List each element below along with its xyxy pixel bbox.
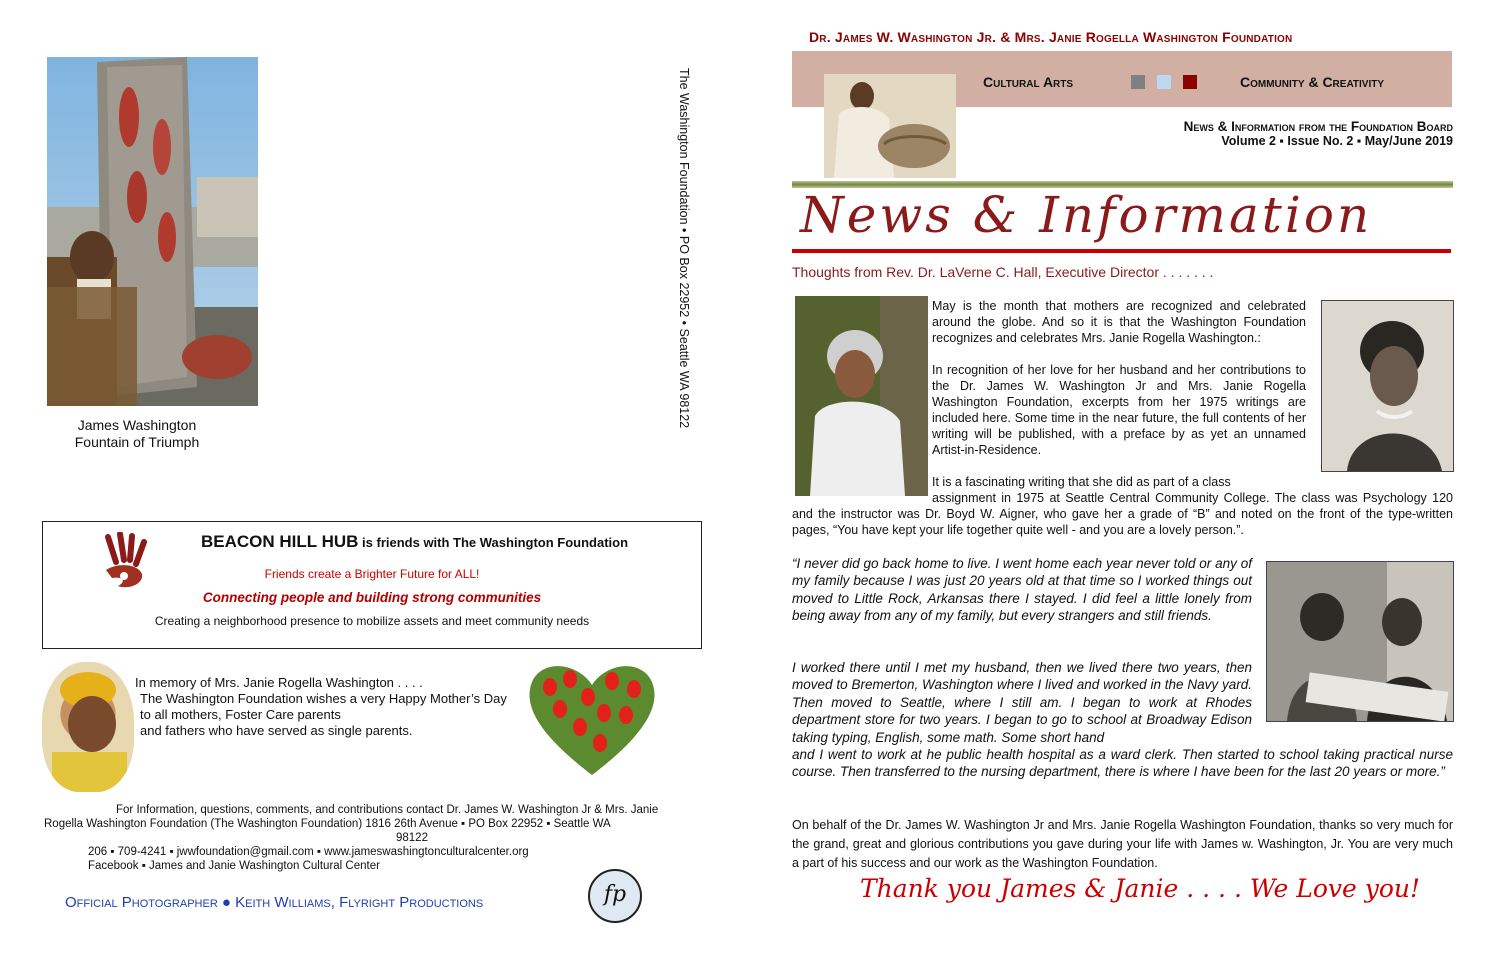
color-square-blue [1157,75,1171,89]
sculptor-photo [824,74,956,178]
news-information-title: News & Information [800,186,1373,244]
quote-paragraph-1: “I never did go back home to live. I went home each year never told or any of my family because I was just 20 years old at that time so I worked things out moved to Little Rock, Arkansas there I stayed. I did feel a little lonely from being away from any of my family, but every strangers and still friends. [792,556,1252,624]
tulips-image [522,657,662,777]
quote-paragraph-2b: and I went to work at he public health hospital as a ward clerk. Then started to school taking practical nurse course. Then transferred to the nursing department, there is where I have been for the last 20 years or more.” [792,747,1453,780]
contact-line-4: 206 ▪ 709-4241 ▪ jwwfoundation@gmail.com ▪ www.jameswashingtonculturalcenter.org [88,846,529,858]
fountain-photo [47,57,258,406]
couple-photo [1266,561,1454,722]
memory-line-3: to all mothers, Foster Care parents [140,707,341,722]
issue-info [1010,119,1453,148]
laverne-photo [795,296,928,496]
contact-block [44,803,708,873]
color-square-gray [1131,75,1145,89]
paragraph-1: May is the month that mothers are recognized and celebrated around the globe. And so it is that the Washington Foundation recognizes and celebrates Mrs. Janie Rogella Washington.: [932,299,1306,345]
hand-icon [98,532,156,592]
hub-title-suffix: is friends with The Washington Foundation [358,535,629,550]
paragraph-3a: It is a fascinating writing that she did as part of a class [932,475,1231,489]
thank-you-line: Thank you James & Janie . . . . We Love you! [860,874,1421,903]
caption-line-2: Fountain of Triumph [74,434,200,450]
memory-line-4: and fathers who have served as single parents. [140,723,413,738]
hub-line-1: Friends create a Brighter Future for ALL! [264,567,480,581]
caption-line-1: James Washington [77,417,197,433]
band-right-label: Community & Creativity [1240,74,1385,90]
quote-paragraph-2a: I worked there until I met my husband, then we lived there two years, then moved to Bremerton, Washington where I lived and worked in the Navy yard. Then moved to Seattle, where I still am. I began to work at Rhodes department store for two years. I began to go to school at Broadway Edison taking typing, English, some math. Some short hand [792,660,1252,745]
band-left-label: Cultural Arts [983,74,1074,90]
contact-line-5: Facebook ▪ James and Janie Washington Cultural Center [88,860,380,872]
contact-line-1: For Information, questions, comments, and contributions contact Dr. James W. Washington Jr & Mrs. Janie [116,804,659,816]
flyright-logo [588,869,642,923]
news-info-line: News & Information from the Foundation Board [1183,119,1453,134]
thoughts-heading: Thoughts from Rev. Dr. LaVerne C. Hall, Executive Director . . . . . . . [792,264,1214,280]
hub-title: BEACON HILL HUB [201,532,359,551]
paragraph-2: In recognition of her love for her husband and her contributions to the Dr. James W. Washington Jr and Mrs. Janie Rogella Washington Foundation, excerpts from her 1975 writings are included here. Some time in the near future, the full contents of her writing will be published, with a preface by as yet an unnamed Artist-in-Residence. [932,363,1306,457]
foundation-header: Dr. James W. Washington Jr. & Mrs. Janie Rogella Washington Foundation [809,29,1293,45]
closing-paragraph: On behalf of the Dr. James W. Washington Jr and Mrs. Janie Rogella Washington Foundation, thanks so very much for the grand, great and glorious contributions you gave during your life with James w. Washington, Jr. You are very much a part of his success and our work as the Washington Foundation. [792,818,1453,870]
memory-line-1: In memory of Mrs. Janie Rogella Washington . . . . [135,675,423,690]
contact-line-2: Rogella Washington Foundation (The Washington Foundation) 1816 26th Avenue ▪ PO Box 22952 ▪ Seattle WA [44,818,611,830]
logo-text: fp [603,882,627,907]
photo-caption [37,417,237,451]
color-square-red [1183,75,1197,89]
volume-line: Volume 2 ▪ Issue No. 2 ▪ May/June 2019 [1221,134,1453,148]
title-bottom-rule [792,249,1451,253]
memory-text [135,675,525,739]
janie-young-portrait [1321,300,1454,472]
hub-line-2: Connecting people and building strong communities [202,590,542,605]
paragraph-3b [792,490,1453,538]
contact-line-3: 98122 [396,832,428,844]
vertical-address: The Washington Foundation • PO Box 22952 • Seattle WA 98122 [677,68,691,429]
janie-portrait [42,662,134,792]
beacon-hill-hub-box [42,521,702,649]
paragraph-3b-text: assignment in 1975 at Seattle Central Community College. The class was Psychology 120 and the instructor was Dr. Boyd W. Aigner, who gave her a grade of “B” and noted on the front of the type-written pages, “You have kept your life together quite well - and you are a lovely person.”. [792,491,1453,537]
memory-line-2: The Washington Foundation wishes a very Happy Mother’s Day [140,691,507,706]
hub-line-3: Creating a neighborhood presence to mobilize assets and meet community needs [154,614,590,628]
photographer-credit: Official Photographer ● Keith Williams, Flyright Productions [65,894,484,911]
